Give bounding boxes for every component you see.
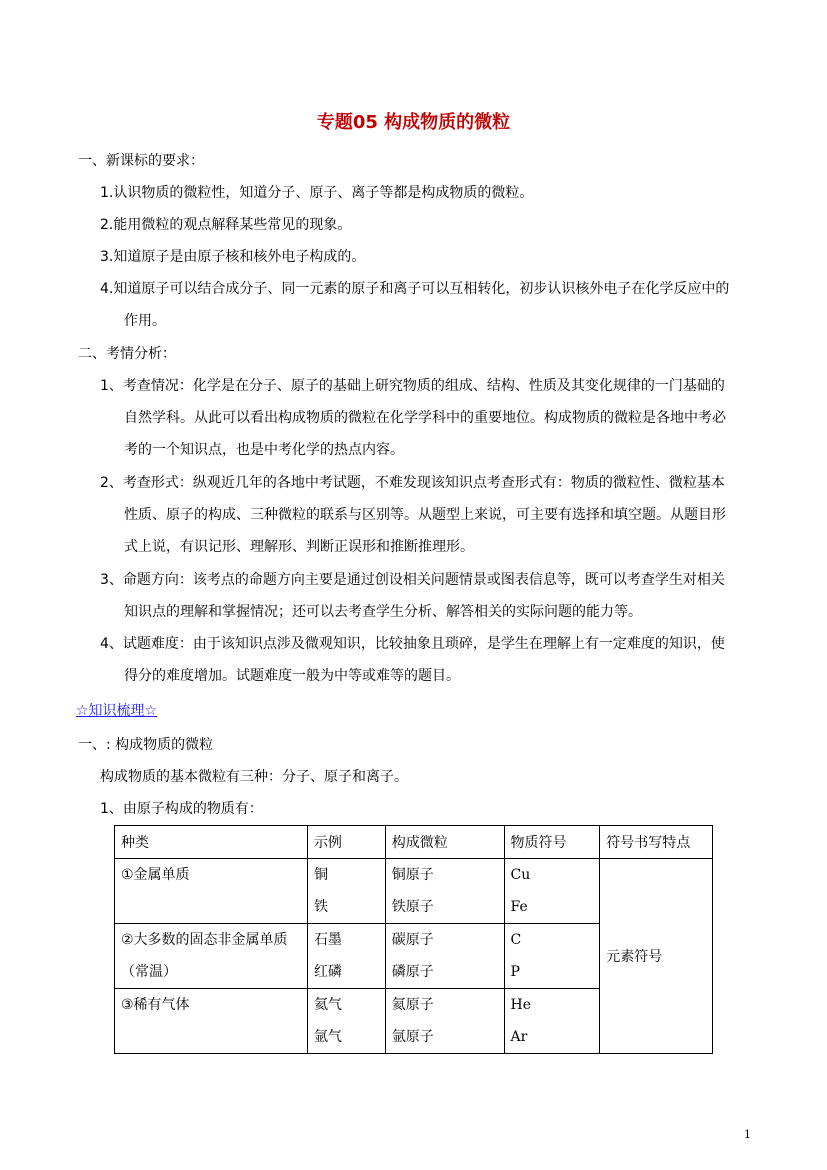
section1-item-1: 1.认识物质的微粒性，知道分子、原子、离子等都是构成物质的微粒。: [100, 185, 534, 201]
section1-item-2: 2.能用微粒的观点解释某些常见的现象。: [100, 217, 352, 233]
section1-item-3: 3.知道原子是由原子核和核外电子构成的。: [100, 249, 366, 265]
section2-item-2-cont-1: 性质、原子的构成、三种微粒的联系与区别等。从题型上来说，可主要有选择和填空题。从题目形: [124, 507, 726, 523]
header-symbol: 物质符号: [504, 826, 600, 859]
symbol-cell: Cu: [510, 867, 531, 883]
kind-cell: ②大多数的固态非金属单质: [121, 932, 288, 948]
particle-cell: 铜原子: [391, 867, 434, 883]
section1-heading: 一、新课标的要求：: [78, 153, 204, 169]
knowledge-link[interactable]: ☆知识梳理☆: [76, 703, 158, 719]
particle-cell: 氩原子: [391, 1029, 434, 1045]
section1-item-4-cont: 作用。: [124, 313, 166, 329]
header-example: 示例: [307, 826, 385, 859]
symbol-cell: Ar: [510, 1029, 528, 1045]
section1-item-4: 4.知道原子可以结合成分子、同一元素的原子和离子可以互相转化，初步认识核外电子在化学反应中的: [100, 281, 730, 297]
section2-item-2: 2、考查形式：纵观近几年的各地中考试题，不难发现该知识点考查形式有：物质的微粒性、微粒基本: [100, 475, 725, 491]
section2-item-2-cont-2: 式上说，有识记形、理解形、判断正误形和推断推理形。: [124, 539, 474, 555]
table-header-row: [115, 826, 713, 859]
section2-item-1-cont-2: 考的一个知识点，也是中考化学的热点内容。: [124, 442, 404, 458]
example-cell: 铁: [313, 899, 328, 915]
section2-item-3: 3、命题方向：该考点的命题方向主要是通过创设相关问题情景或图表信息等，既可以考查学生对相关: [100, 572, 725, 588]
section3-intro: 构成物质的基本微粒有三种：分子、原子和离子。: [100, 769, 408, 785]
section2-item-4: 4、试题难度：由于该知识点涉及微观知识，比较抽象且琐碎，是学生在理解上有一定难度的知识，使: [100, 636, 725, 652]
example-cell: 铜: [313, 867, 328, 883]
feature-cell: 元素符号: [600, 859, 713, 1054]
kind-cell: ①金属单质: [121, 867, 190, 883]
section2-item-1: 1、考查情况：化学是在分子、原子的基础上研究物质的组成、结构、性质及其变化规律的一门基础的: [100, 378, 725, 394]
section2-item-1-cont-1: 自然学科。从此可以看出构成物质的微粒在化学学科中的重要地位。构成物质的微粒是各地中考必: [124, 410, 726, 426]
particle-cell: 氦原子: [391, 997, 434, 1013]
kind-cell: ③稀有气体: [121, 997, 190, 1013]
example-cell: 红磷: [313, 964, 342, 980]
particle-cell: 铁原子: [391, 899, 434, 915]
atom-substances-table: [114, 825, 713, 1054]
symbol-cell: Fe: [510, 899, 528, 915]
example-cell: 石墨: [313, 932, 342, 948]
particle-cell: 磷原子: [391, 964, 434, 980]
symbol-cell: P: [510, 964, 520, 980]
section3-sub1: 1、由原子构成的物质有：: [100, 801, 263, 817]
page-number: 1: [744, 1128, 751, 1141]
section2-heading: 二、考情分析：: [78, 346, 176, 362]
symbol-cell: He: [510, 997, 532, 1013]
table-row: [115, 859, 713, 924]
section2-item-3-cont: 知识点的理解和掌握情况；还可以去考查学生分析、解答相关的实际问题的能力等。: [124, 604, 642, 620]
header-feature: 符号书写特点: [600, 826, 713, 859]
kind-cell-note: （常温）: [121, 964, 177, 980]
symbol-cell: C: [510, 932, 522, 948]
section3-heading: 一、: 构成物质的微粒: [78, 737, 214, 753]
example-cell: 氦气: [313, 997, 342, 1013]
document-title: 专题05 构成物质的微粒: [316, 112, 511, 133]
example-cell: 氩气: [313, 1029, 342, 1045]
particle-cell: 碳原子: [391, 932, 434, 948]
section2-item-4-cont: 得分的难度增加。试题难度一般为中等或难等的题目。: [124, 668, 460, 684]
header-particle: 构成微粒: [385, 826, 504, 859]
header-kind: 种类: [115, 826, 308, 859]
